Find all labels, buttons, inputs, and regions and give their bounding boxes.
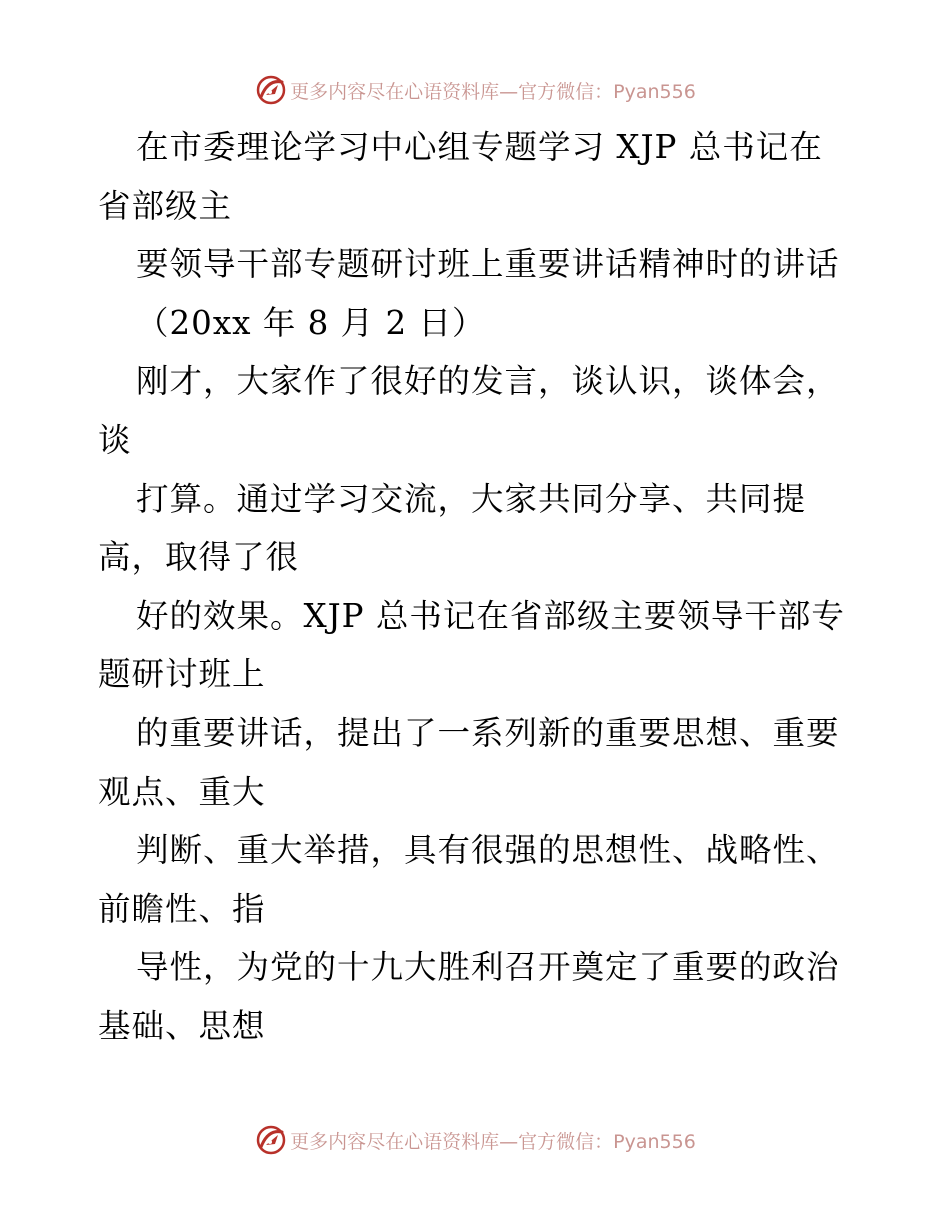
text-line: 好的效果。XJP 总书记在省部级主要领导干部专 <box>136 596 845 635</box>
text-line: 要领导干部专题研讨班上重要讲话精神时的讲话 <box>136 245 840 284</box>
watermark-text: 更多内容尽在心语资料库—官方微信：Pyan556 <box>290 80 696 103</box>
text-line: 谈 <box>98 420 132 459</box>
header-watermark <box>0 70 950 110</box>
footer-watermark <box>0 1120 950 1160</box>
text-line: 判断、重大举措，具有很强的思想性、战略性、 <box>136 831 840 870</box>
text-line: 前瞻性、指 <box>98 889 266 928</box>
text-line: 题研讨班上 <box>98 655 266 694</box>
text-line: 导性，为党的十九大胜利召开奠定了重要的政治 <box>136 948 840 987</box>
text-line: 在市委理论学习中心组专题学习 XJP 总书记在 <box>136 128 823 166</box>
text-line: 省部级主 <box>98 186 233 225</box>
text-line: 高，取得了很 <box>98 538 300 577</box>
watermark-text: 更多内容尽在心语资料库—官方微信：Pyan556 <box>290 1130 696 1153</box>
text-line: 打算。通过学习交流，大家共同分享、共同提 <box>136 479 807 518</box>
text-line: 的重要讲话，提出了一系列新的重要思想、重要 <box>136 713 840 752</box>
text-line: 观点、重大 <box>98 772 266 811</box>
text-line: 刚才，大家作了很好的发言，谈认识，谈体会， <box>136 362 840 401</box>
text-line: 基础、思想 <box>98 1006 266 1045</box>
pen-swirl-logo-icon <box>254 73 288 107</box>
document-body <box>98 118 858 1056</box>
date-line: （20xx 年 8 月 2 日） <box>136 303 486 342</box>
pen-swirl-logo-icon <box>254 1123 288 1157</box>
